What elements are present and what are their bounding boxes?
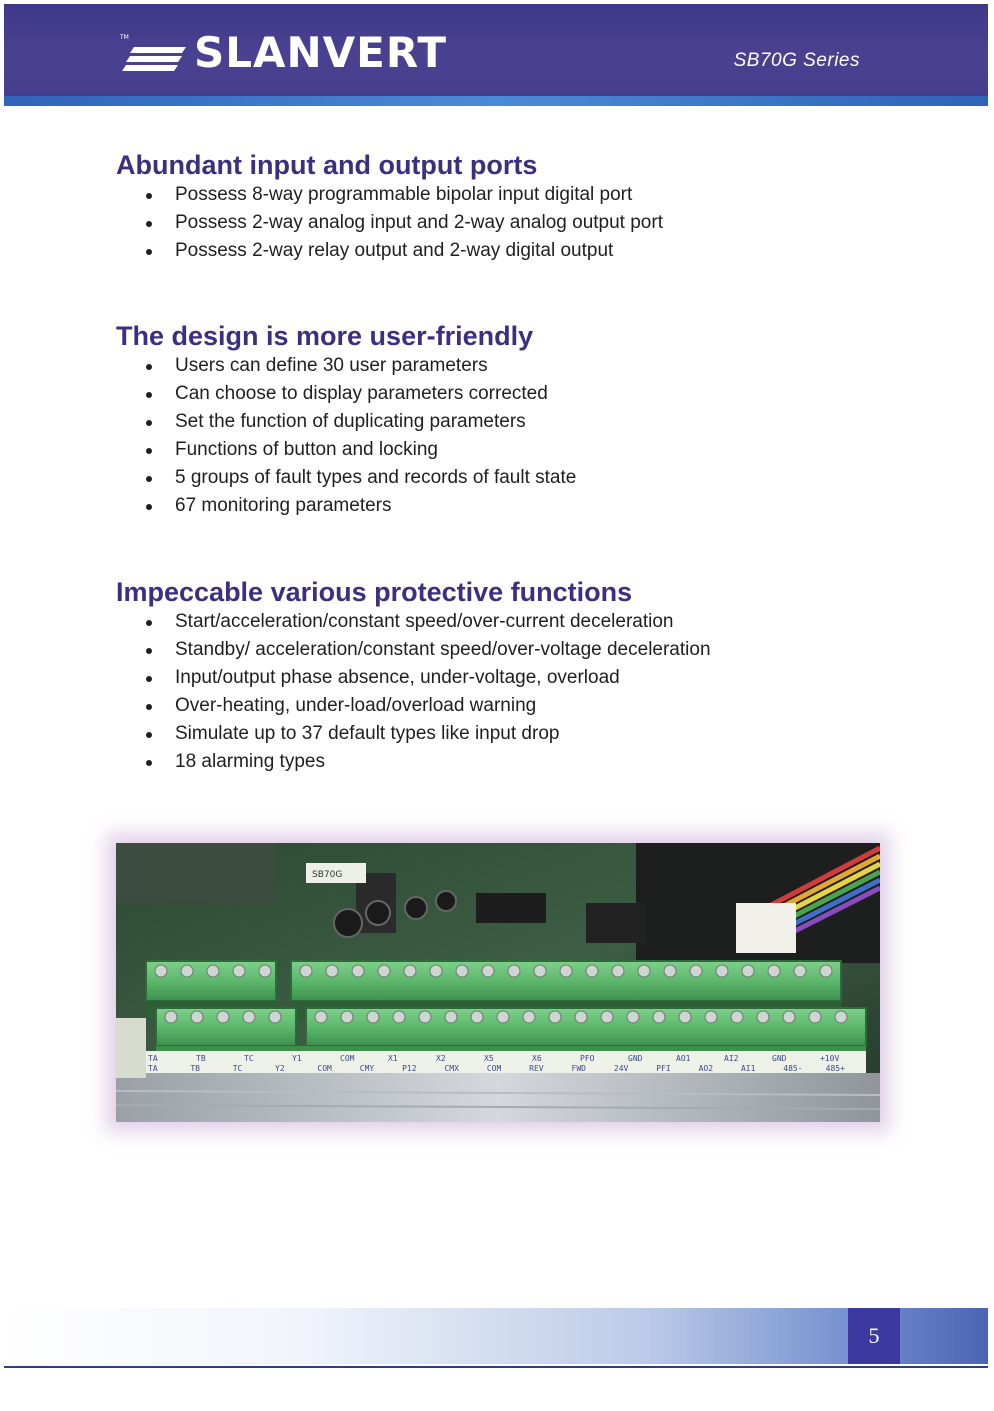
bullet-icon bbox=[146, 420, 152, 426]
terminal-label: 485+ bbox=[825, 1064, 845, 1073]
terminal-screw bbox=[820, 965, 832, 977]
terminal-screw bbox=[367, 1011, 379, 1023]
list-item-text: Functions of button and locking bbox=[175, 439, 439, 460]
terminal-label: Y1 bbox=[292, 1054, 302, 1063]
bullet-icon bbox=[146, 620, 152, 626]
terminal-screw bbox=[259, 965, 271, 977]
terminal-label: TA bbox=[148, 1054, 158, 1063]
list-item-text: 5 groups of fault types and records of fault state bbox=[175, 467, 577, 488]
chip bbox=[476, 893, 546, 923]
bullet-icon bbox=[146, 704, 152, 710]
section-title: The design is more user-friendly bbox=[116, 321, 534, 351]
list-item-text: Simulate up to 37 default types like input drop bbox=[175, 723, 560, 744]
terminal-screw bbox=[419, 1011, 431, 1023]
list-item bbox=[116, 720, 816, 748]
bullet-icon bbox=[146, 364, 152, 370]
terminal-label: PFO bbox=[580, 1054, 595, 1063]
terminal-screw bbox=[207, 965, 219, 977]
list-item bbox=[116, 436, 816, 464]
terminal-label: GND bbox=[772, 1054, 787, 1063]
terminal-screw bbox=[378, 965, 390, 977]
terminal-label: 485- bbox=[783, 1064, 803, 1073]
terminal-label: X5 bbox=[484, 1054, 494, 1063]
footer-rule bbox=[4, 1366, 988, 1368]
list-item bbox=[116, 464, 816, 492]
list-item-text: Possess 2-way analog input and 2-way analog output port bbox=[175, 212, 663, 233]
list-item-text: Start/acceleration/constant speed/over-current deceleration bbox=[175, 611, 674, 632]
feature-list bbox=[116, 352, 816, 520]
list-item-text: Users can define 30 user parameters bbox=[175, 355, 488, 376]
list-item-text: Set the function of duplicating parameters bbox=[175, 411, 526, 432]
terminal-screw bbox=[165, 1011, 177, 1023]
terminal-screw bbox=[586, 965, 598, 977]
terminal-label: COM bbox=[340, 1054, 355, 1063]
bullet-icon bbox=[146, 648, 152, 654]
terminal-screw bbox=[716, 965, 728, 977]
terminal-screw bbox=[523, 1011, 535, 1023]
section-user-friendly bbox=[116, 320, 816, 520]
list-item-text: 18 alarming types bbox=[175, 751, 325, 772]
terminal-screw bbox=[497, 1011, 509, 1023]
list-item bbox=[116, 692, 816, 720]
brand-name: SLANVERT bbox=[194, 28, 447, 77]
terminal-label: AI1 bbox=[740, 1064, 756, 1073]
bullet-icon bbox=[146, 249, 152, 255]
terminal-label: TB bbox=[196, 1054, 206, 1063]
brand-logo bbox=[120, 28, 447, 78]
terminal-label: Y2 bbox=[275, 1064, 285, 1073]
terminal-screw bbox=[445, 1011, 457, 1023]
terminal-label: X2 bbox=[436, 1054, 446, 1063]
terminal-label: COM bbox=[317, 1064, 332, 1073]
list-item-text: Over-heating, under-load/overload warning bbox=[175, 695, 537, 716]
footer-band bbox=[4, 1308, 988, 1364]
terminal-label: CMY bbox=[359, 1064, 375, 1073]
terminal-screw bbox=[679, 1011, 691, 1023]
terminal-label: CMX bbox=[444, 1064, 459, 1073]
bullet-icon bbox=[146, 193, 152, 199]
terminal-label: FWD bbox=[571, 1064, 586, 1073]
list-item-text: Possess 2-way relay output and 2-way digital output bbox=[175, 240, 614, 261]
terminal-label: TC bbox=[244, 1054, 254, 1063]
terminal-screw bbox=[233, 965, 245, 977]
terminal-screw bbox=[705, 1011, 717, 1023]
terminal-screw bbox=[181, 965, 193, 977]
terminal-screw bbox=[809, 1011, 821, 1023]
terminal-label: X6 bbox=[532, 1054, 542, 1063]
list-item-text: Can choose to display parameters corrected bbox=[175, 383, 548, 404]
terminal-label: GND bbox=[628, 1054, 643, 1063]
chip bbox=[586, 903, 646, 943]
terminal-screw bbox=[300, 965, 312, 977]
terminal-screw bbox=[217, 1011, 229, 1023]
terminal-screw bbox=[794, 965, 806, 977]
bullet-icon bbox=[146, 504, 152, 510]
terminal-screw bbox=[549, 1011, 561, 1023]
terminal-screw bbox=[653, 1011, 665, 1023]
terminal-screw bbox=[326, 965, 338, 977]
terminal-screw bbox=[430, 965, 442, 977]
list-item-text: Input/output phase absence, under-voltage, overload bbox=[175, 667, 620, 688]
bullet-icon bbox=[146, 476, 152, 482]
terminal-label: AI2 bbox=[724, 1054, 739, 1063]
list-item bbox=[116, 664, 816, 692]
terminal-screw bbox=[757, 1011, 769, 1023]
terminal-screw bbox=[835, 1011, 847, 1023]
terminal-label: 24V bbox=[613, 1064, 629, 1073]
list-item bbox=[116, 636, 816, 664]
terminal-screw bbox=[627, 1011, 639, 1023]
terminal-screw bbox=[742, 965, 754, 977]
list-item bbox=[116, 748, 816, 776]
svg-text:TM: TM bbox=[120, 34, 129, 41]
circuit-board-photo bbox=[116, 843, 880, 1122]
section-io-ports bbox=[116, 149, 816, 265]
terminal-label: REV bbox=[529, 1064, 544, 1073]
terminal-screw bbox=[155, 965, 167, 977]
list-item bbox=[116, 492, 816, 520]
bullet-icon bbox=[146, 760, 152, 766]
terminal-label: +10V bbox=[820, 1054, 840, 1063]
list-item-text: 67 monitoring parameters bbox=[175, 495, 392, 516]
terminal-screw bbox=[731, 1011, 743, 1023]
slanvert-logo-icon bbox=[120, 31, 190, 75]
terminal-screw bbox=[664, 965, 676, 977]
header-band bbox=[4, 4, 988, 96]
list-item bbox=[116, 181, 816, 209]
page-number: 5 bbox=[848, 1308, 900, 1364]
terminal-label: X1 bbox=[388, 1054, 398, 1063]
bullet-icon bbox=[146, 676, 152, 682]
board-label: SB70G bbox=[312, 870, 343, 880]
terminal-screw bbox=[575, 1011, 587, 1023]
bullet-icon bbox=[146, 448, 152, 454]
terminal-screw bbox=[534, 965, 546, 977]
chassis-base bbox=[116, 1073, 880, 1122]
list-item-text: Possess 8-way programmable bipolar input digital port bbox=[175, 184, 633, 205]
terminal-screw bbox=[191, 1011, 203, 1023]
bullet-icon bbox=[146, 221, 152, 227]
feature-list bbox=[116, 608, 816, 776]
terminal-screw bbox=[243, 1011, 255, 1023]
terminal-screw bbox=[269, 1011, 281, 1023]
bullet-icon bbox=[146, 732, 152, 738]
terminal-screw bbox=[768, 965, 780, 977]
section-protective bbox=[116, 576, 816, 776]
terminal-screw bbox=[341, 1011, 353, 1023]
terminal-label: PFI bbox=[656, 1064, 671, 1073]
terminal-screw bbox=[404, 965, 416, 977]
terminal-screw bbox=[393, 1011, 405, 1023]
terminal-label: AO2 bbox=[698, 1064, 714, 1073]
list-item bbox=[116, 380, 816, 408]
terminal-screw bbox=[508, 965, 520, 977]
header-stripe bbox=[4, 96, 988, 106]
terminal-screw bbox=[601, 1011, 613, 1023]
terminal-screw bbox=[560, 965, 572, 977]
bullet-icon bbox=[146, 392, 152, 398]
terminal-label: TC bbox=[232, 1064, 243, 1073]
list-item bbox=[116, 352, 816, 380]
terminal-label: TB bbox=[190, 1064, 200, 1073]
terminal-screw bbox=[315, 1011, 327, 1023]
terminal-label: COM bbox=[486, 1064, 502, 1073]
terminal-screw bbox=[690, 965, 702, 977]
terminal-screw bbox=[352, 965, 364, 977]
terminal-label: P12 bbox=[402, 1064, 417, 1073]
terminal-label: AO1 bbox=[676, 1054, 691, 1063]
list-item bbox=[116, 608, 816, 636]
terminal-screw bbox=[612, 965, 624, 977]
list-item bbox=[116, 408, 816, 436]
section-title: Impeccable various protective functions bbox=[116, 577, 633, 607]
terminal-screw bbox=[638, 965, 650, 977]
terminal-label: TA bbox=[148, 1064, 158, 1073]
terminal-screw bbox=[783, 1011, 795, 1023]
list-item bbox=[116, 237, 816, 265]
section-title: Abundant input and output ports bbox=[116, 150, 538, 180]
list-item-text: Standby/ acceleration/constant speed/over-voltage deceleration bbox=[175, 639, 711, 660]
terminal-screw bbox=[456, 965, 468, 977]
series-label: SB70G Series bbox=[733, 50, 860, 71]
terminal-screw bbox=[482, 965, 494, 977]
list-item bbox=[116, 209, 816, 237]
feature-list bbox=[116, 181, 816, 265]
circuit-board-illustration bbox=[116, 843, 880, 1122]
terminal-screw bbox=[471, 1011, 483, 1023]
